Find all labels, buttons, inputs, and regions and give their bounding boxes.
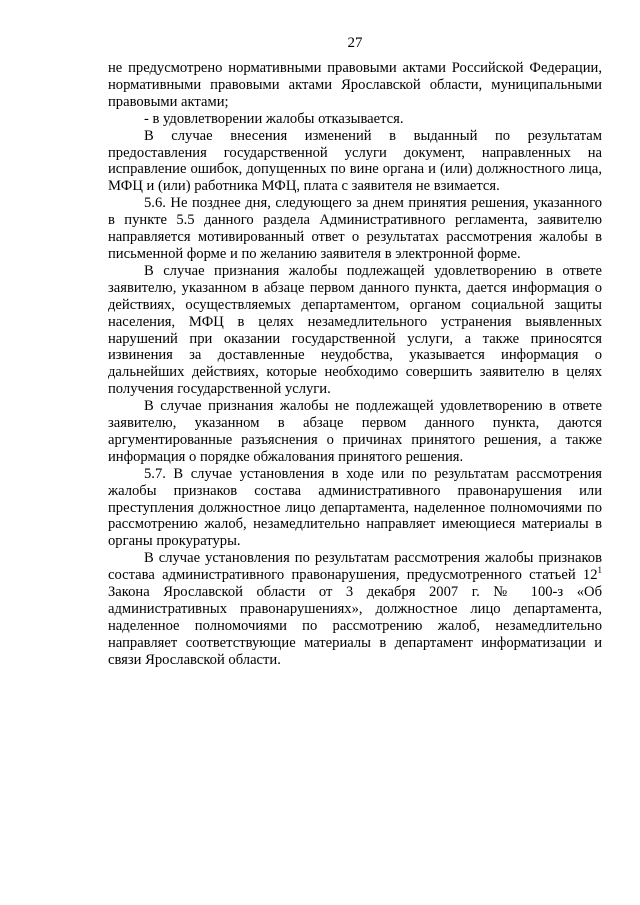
page-number: 27: [347, 35, 363, 51]
paragraph-8-text-after: Закона Ярославской области от 3 декабря 2007 г. № 100-з «Об административных правонарушениях», должностное лицо департамента, наделенное полномочиями по рассмотрению жалоб, незамедлительно направляет соответствующие материалы в департамент информатизации и связи Ярославской области.: [108, 584, 602, 668]
paragraph-1: не предусмотрено нормативными правовыми актами Российской Федерации, нормативными правовыми актами Ярославской области, муниципальными правовыми актами;: [108, 60, 602, 110]
superscript-article: 1: [597, 565, 602, 576]
document-body: [108, 60, 602, 669]
paragraph-6: В случае признания жалобы не подлежащей удовлетворению в ответе заявителю, указанном в абзаце первом данного пункта, даются аргументированные разъяснения о причинах принятого решения, а также информация о порядке обжалования принятого решения.: [108, 398, 602, 465]
paragraph-8: [108, 550, 602, 668]
paragraph-3: В случае внесения изменений в выданный по результатам предоставления государственной услуги документ, направленных на исправление ошибок, допущенных по вине органа и (или) должностного лица, МФЦ и (или) работника МФЦ, плата с заявителя не взимается.: [108, 127, 602, 195]
paragraph-2: - в удовлетворении жалобы отказывается.: [144, 110, 404, 127]
paragraph-8-text-before: В случае установления по результатам рассмотрения жалобы признаков состава административного правонарушения, предусмотренного статьей 12: [108, 550, 602, 584]
paragraph-7: 5.7. В случае установления в ходе или по результатам рассмотрения жалобы признаков состава административного правонарушения или преступления должностное лицо департамента, наделенное полномочиями по рассмотрению жалоб, незамедлительно направляет имеющиеся материалы в органы прокуратуры.: [108, 465, 602, 550]
paragraph-4: 5.6. Не позднее дня, следующего за днем принятия решения, указанного в пункте 5.5 данного раздела Административного регламента, заявителю направляется мотивированный ответ о результатах рассмотрения жалобы в письменной форме и по желанию заявителя в электронной форме.: [108, 195, 602, 262]
paragraph-5: В случае признания жалобы подлежащей удовлетворению в ответе заявителю, указанном в абзаце первом данного пункта, дается информация о действиях, осуществляемых департаментом, органом социальной защиты населения, МФЦ в целях незамедлительного устранения выявленных нарушений при оказании государственной услуги, а также приносятся извинения за доставленные неудобства, указывается информация о дальнейших действиях, которые необходимо совершить заявителю в целях получения государственной услуги.: [108, 262, 602, 398]
